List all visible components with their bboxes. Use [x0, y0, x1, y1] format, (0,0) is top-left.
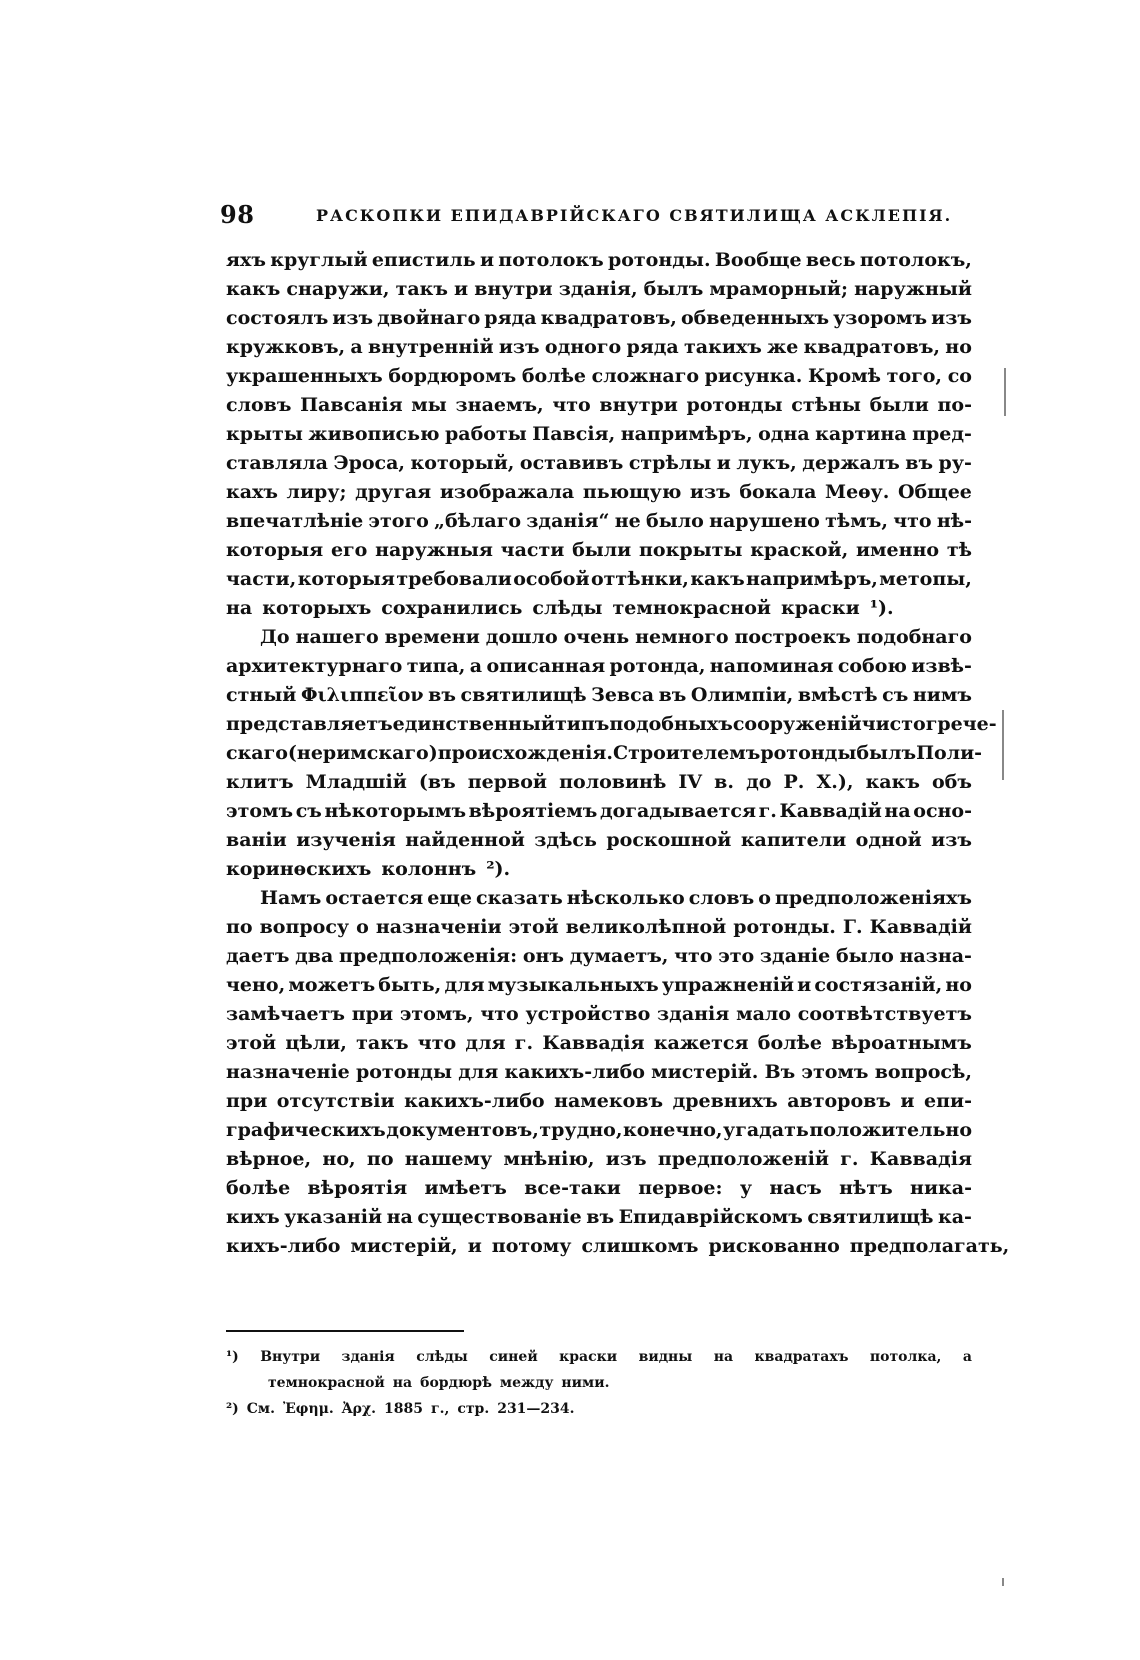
text-line: коринѳскихъ колоннъ ²).	[226, 858, 511, 880]
margin-mark	[1002, 1578, 1004, 1586]
text-line: которыя его наружныя части были покрыты краской, именно тѣ	[226, 539, 972, 561]
text-line: украшенныхъ бордюромъ болѣе сложнаго рисунка. Кромѣ того, со	[226, 365, 972, 387]
text-line: даетъ два предположенія: онъ думаетъ, что это зданіе было назна-	[226, 945, 972, 967]
text-line: при отсутствіи какихъ-либо намековъ древнихъ авторовъ и епи-	[226, 1090, 972, 1112]
footnote-line: ²) См. Ἐφημ. Ἀρχ. 1885 г., стр. 231—234.	[226, 1401, 575, 1417]
running-title: РАСКОПКИ ЕПИДАВРІЙСКАГО СВЯТИЛИЩА АСКЛЕПІЯ.	[316, 206, 953, 225]
body-text	[226, 246, 1010, 1261]
text-line: этомъ съ нѣкоторымъ вѣроятіемъ догадывается г. Каввадій на осно-	[226, 800, 972, 822]
text-line: крыты живописью работы Павсія, напримѣръ, одна картина пред-	[226, 423, 972, 445]
margin-mark	[1002, 710, 1004, 780]
text-line: какъ снаружи, такъ и внутри зданія, былъ мраморный; наружный	[226, 278, 972, 300]
page-header	[220, 200, 970, 232]
text-line: этой цѣли, такъ что для г. Каввадія кажется болѣе вѣроатнымъ	[226, 1032, 972, 1054]
text-line: кихъ-либо мистерій, и потому слишкомъ рискованно предполагать,	[226, 1235, 1010, 1257]
page-number: 98	[220, 200, 255, 229]
text-line: впечатлѣніе этого „бѣлаго зданія“ не было нарушено тѣмъ, что нѣ-	[226, 510, 972, 532]
text-line: графическихъ документовъ, трудно, конечно, угадать положительно	[226, 1119, 972, 1141]
text-line: на которыхъ сохранились слѣды темнокрасной краски ¹).	[226, 597, 894, 619]
text-line: ставляла Эроса, который, оставивъ стрѣлы и лукъ, держалъ въ ру-	[226, 452, 972, 474]
text-line: словъ Павсанія мы знаемъ, что внутри ротонды стѣны были по-	[226, 394, 972, 416]
footnote-line: темнокрасной на бордюрѣ между ними.	[268, 1375, 610, 1391]
text-line: замѣчаетъ при этомъ, что устройство зданія мало соотвѣтствуетъ	[226, 1003, 972, 1025]
text-line: кихъ указаній на существованіе въ Епидаврійскомъ святилищѣ ка-	[226, 1206, 972, 1228]
text-line: представляетъ единственный типъ подобныхъ сооруженій чисто грече-	[226, 713, 997, 735]
text-line: назначеніе ротонды для какихъ-либо мистерій. Въ этомъ вопросѣ,	[226, 1061, 972, 1083]
text-line: клитъ Младшій (въ первой половинѣ IV в. до Р. Х.), какъ объ	[226, 771, 972, 793]
text-line: части, которыя требовали особой оттѣнки, какъ напримѣръ, метопы,	[226, 568, 972, 590]
text-line: ваніи изученія найденной здѣсь роскошной капители одной изъ	[226, 829, 972, 851]
text-line: вѣрное, но, по нашему мнѣнію, изъ предположеній г. Каввадія	[226, 1148, 972, 1170]
text-line: До нашего времени дошло очень немного построекъ подобнаго	[260, 626, 972, 648]
text-line: архитектурнаго типа, а описанная ротонда, напоминая собою извѣ-	[226, 655, 972, 677]
text-line: кружковъ, а внутренній изъ одного ряда такихъ же квадратовъ, но	[226, 336, 972, 358]
text-line: Намъ остается еще сказать нѣсколько словъ о предположеніяхъ	[260, 887, 972, 909]
text-line: скаго (не римскаго) происхожденія. Строителемъ ротонды былъ Поли-	[226, 742, 983, 764]
footnote-line: ¹) Внутри зданія слѣды синей краски видны на квадратахъ потолка, а	[226, 1349, 972, 1365]
text-line: состоялъ изъ двойнаго ряда квадратовъ, обведенныхъ узоромъ изъ	[226, 307, 972, 329]
margin-mark	[1004, 368, 1006, 416]
text-line: по вопросу о назначеніи этой великолѣпной ротонды. Г. Каввадій	[226, 916, 972, 938]
text-line: яхъ круглый епистиль и потолокъ ротонды. Вообще весь потолокъ,	[226, 249, 972, 271]
text-line: стный Φιλιππεῖον въ святилищѣ Зевса въ Олимпіи, вмѣстѣ съ нимъ	[226, 684, 972, 706]
footnote-divider	[226, 1330, 464, 1332]
text-line: болѣе вѣроятія имѣетъ все-таки первое: у насъ нѣтъ ника-	[226, 1177, 972, 1199]
text-line: кахъ лиру; другая изображала пьющую изъ бокала Меѳу. Общее	[226, 481, 972, 503]
text-line: чено, можетъ быть, для музыкальныхъ упражненій и состязаній, но	[226, 974, 972, 996]
footnotes	[226, 1344, 972, 1422]
